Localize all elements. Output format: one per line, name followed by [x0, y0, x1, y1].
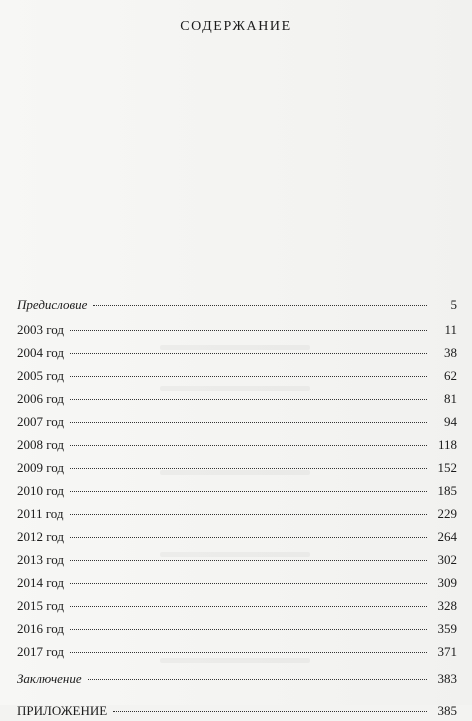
toc-entry-2003 — [17, 322, 457, 340]
toc-entry-label: 2008 год — [17, 437, 64, 452]
dot-leader — [70, 376, 427, 377]
toc-entry-label: 2016 год — [17, 621, 64, 636]
toc-entry-label: ПРИЛОЖЕНИЕ — [17, 703, 108, 718]
toc-entry-label: 2013 год — [17, 552, 64, 567]
toc-entry-conclusion — [17, 671, 457, 689]
toc-entry-2016 — [17, 621, 457, 639]
toc-entry-page: 385 — [437, 703, 457, 718]
toc-entry-page: 328 — [437, 598, 457, 613]
toc-entry-label: 2015 год — [17, 598, 64, 613]
toc-entry-label: Предисловие — [17, 297, 88, 312]
toc-entry-2017 — [17, 644, 457, 662]
dot-leader — [70, 537, 427, 538]
toc-entry-2011 — [17, 506, 457, 524]
toc-entry-label: 2011 год — [17, 506, 64, 521]
dot-leader — [70, 629, 427, 630]
toc-entry-label: 2006 год — [17, 391, 64, 406]
dot-leader — [70, 468, 427, 469]
toc-entry-2013 — [17, 552, 457, 570]
dot-leader — [70, 330, 427, 331]
toc-entry-label: 2009 год — [17, 460, 64, 475]
dot-leader — [113, 711, 427, 712]
toc-entry-2006 — [17, 391, 457, 409]
toc-entry-page: 371 — [437, 644, 457, 659]
toc-entry-page: 5 — [450, 297, 457, 312]
toc-entry-page: 309 — [437, 575, 457, 590]
toc-entry-label: 2012 год — [17, 529, 64, 544]
dot-leader — [70, 399, 427, 400]
toc-entry-page: 383 — [437, 671, 457, 686]
dot-leader — [70, 353, 427, 354]
toc-entry-label: 2007 год — [17, 414, 64, 429]
dot-leader — [70, 445, 427, 446]
toc-entry-2004 — [17, 345, 457, 363]
toc-entry-page: 38 — [444, 345, 457, 360]
toc-entry-label: 2004 год — [17, 345, 64, 360]
toc-entry-2015 — [17, 598, 457, 616]
toc-entry-page: 11 — [444, 322, 457, 337]
toc-entry-2014 — [17, 575, 457, 593]
toc-entry-label: 2003 год — [17, 322, 64, 337]
toc-entry-appendix — [17, 703, 457, 721]
toc-entry-page: 359 — [437, 621, 457, 636]
toc-entry-page: 302 — [437, 552, 457, 567]
toc-entry-label: 2010 год — [17, 483, 64, 498]
toc-entry-page: 152 — [437, 460, 457, 475]
toc-entry-2010 — [17, 483, 457, 501]
dot-leader — [70, 560, 427, 561]
toc-entry-label: 2014 год — [17, 575, 64, 590]
toc-entry-page: 229 — [437, 506, 457, 521]
toc-entry-label: Заключение — [17, 671, 82, 686]
toc-entry-2012 — [17, 529, 457, 547]
dot-leader — [70, 606, 427, 607]
dot-leader — [70, 583, 427, 584]
toc-entry-page: 264 — [437, 529, 457, 544]
toc-entry-2007 — [17, 414, 457, 432]
toc-entry-page: 118 — [437, 437, 457, 452]
dot-leader — [70, 514, 427, 515]
dot-leader — [70, 422, 427, 423]
toc-entry-page: 94 — [444, 414, 457, 429]
dot-leader — [70, 491, 427, 492]
toc-entry-page: 62 — [444, 368, 457, 383]
toc-entry-page: 185 — [437, 483, 457, 498]
toc-entry-page: 81 — [444, 391, 457, 406]
dot-leader — [70, 652, 427, 653]
toc-entry-label: 2005 год — [17, 368, 64, 383]
dot-leader — [93, 305, 427, 306]
dot-leader — [88, 679, 427, 680]
toc-entry-2008 — [17, 437, 457, 455]
page-title: СОДЕРЖАНИЕ — [180, 19, 292, 34]
toc-entry-2009 — [17, 460, 457, 478]
toc-entry-preface — [17, 297, 457, 315]
toc-entry-label: 2017 год — [17, 644, 64, 659]
toc-entry-2005 — [17, 368, 457, 386]
